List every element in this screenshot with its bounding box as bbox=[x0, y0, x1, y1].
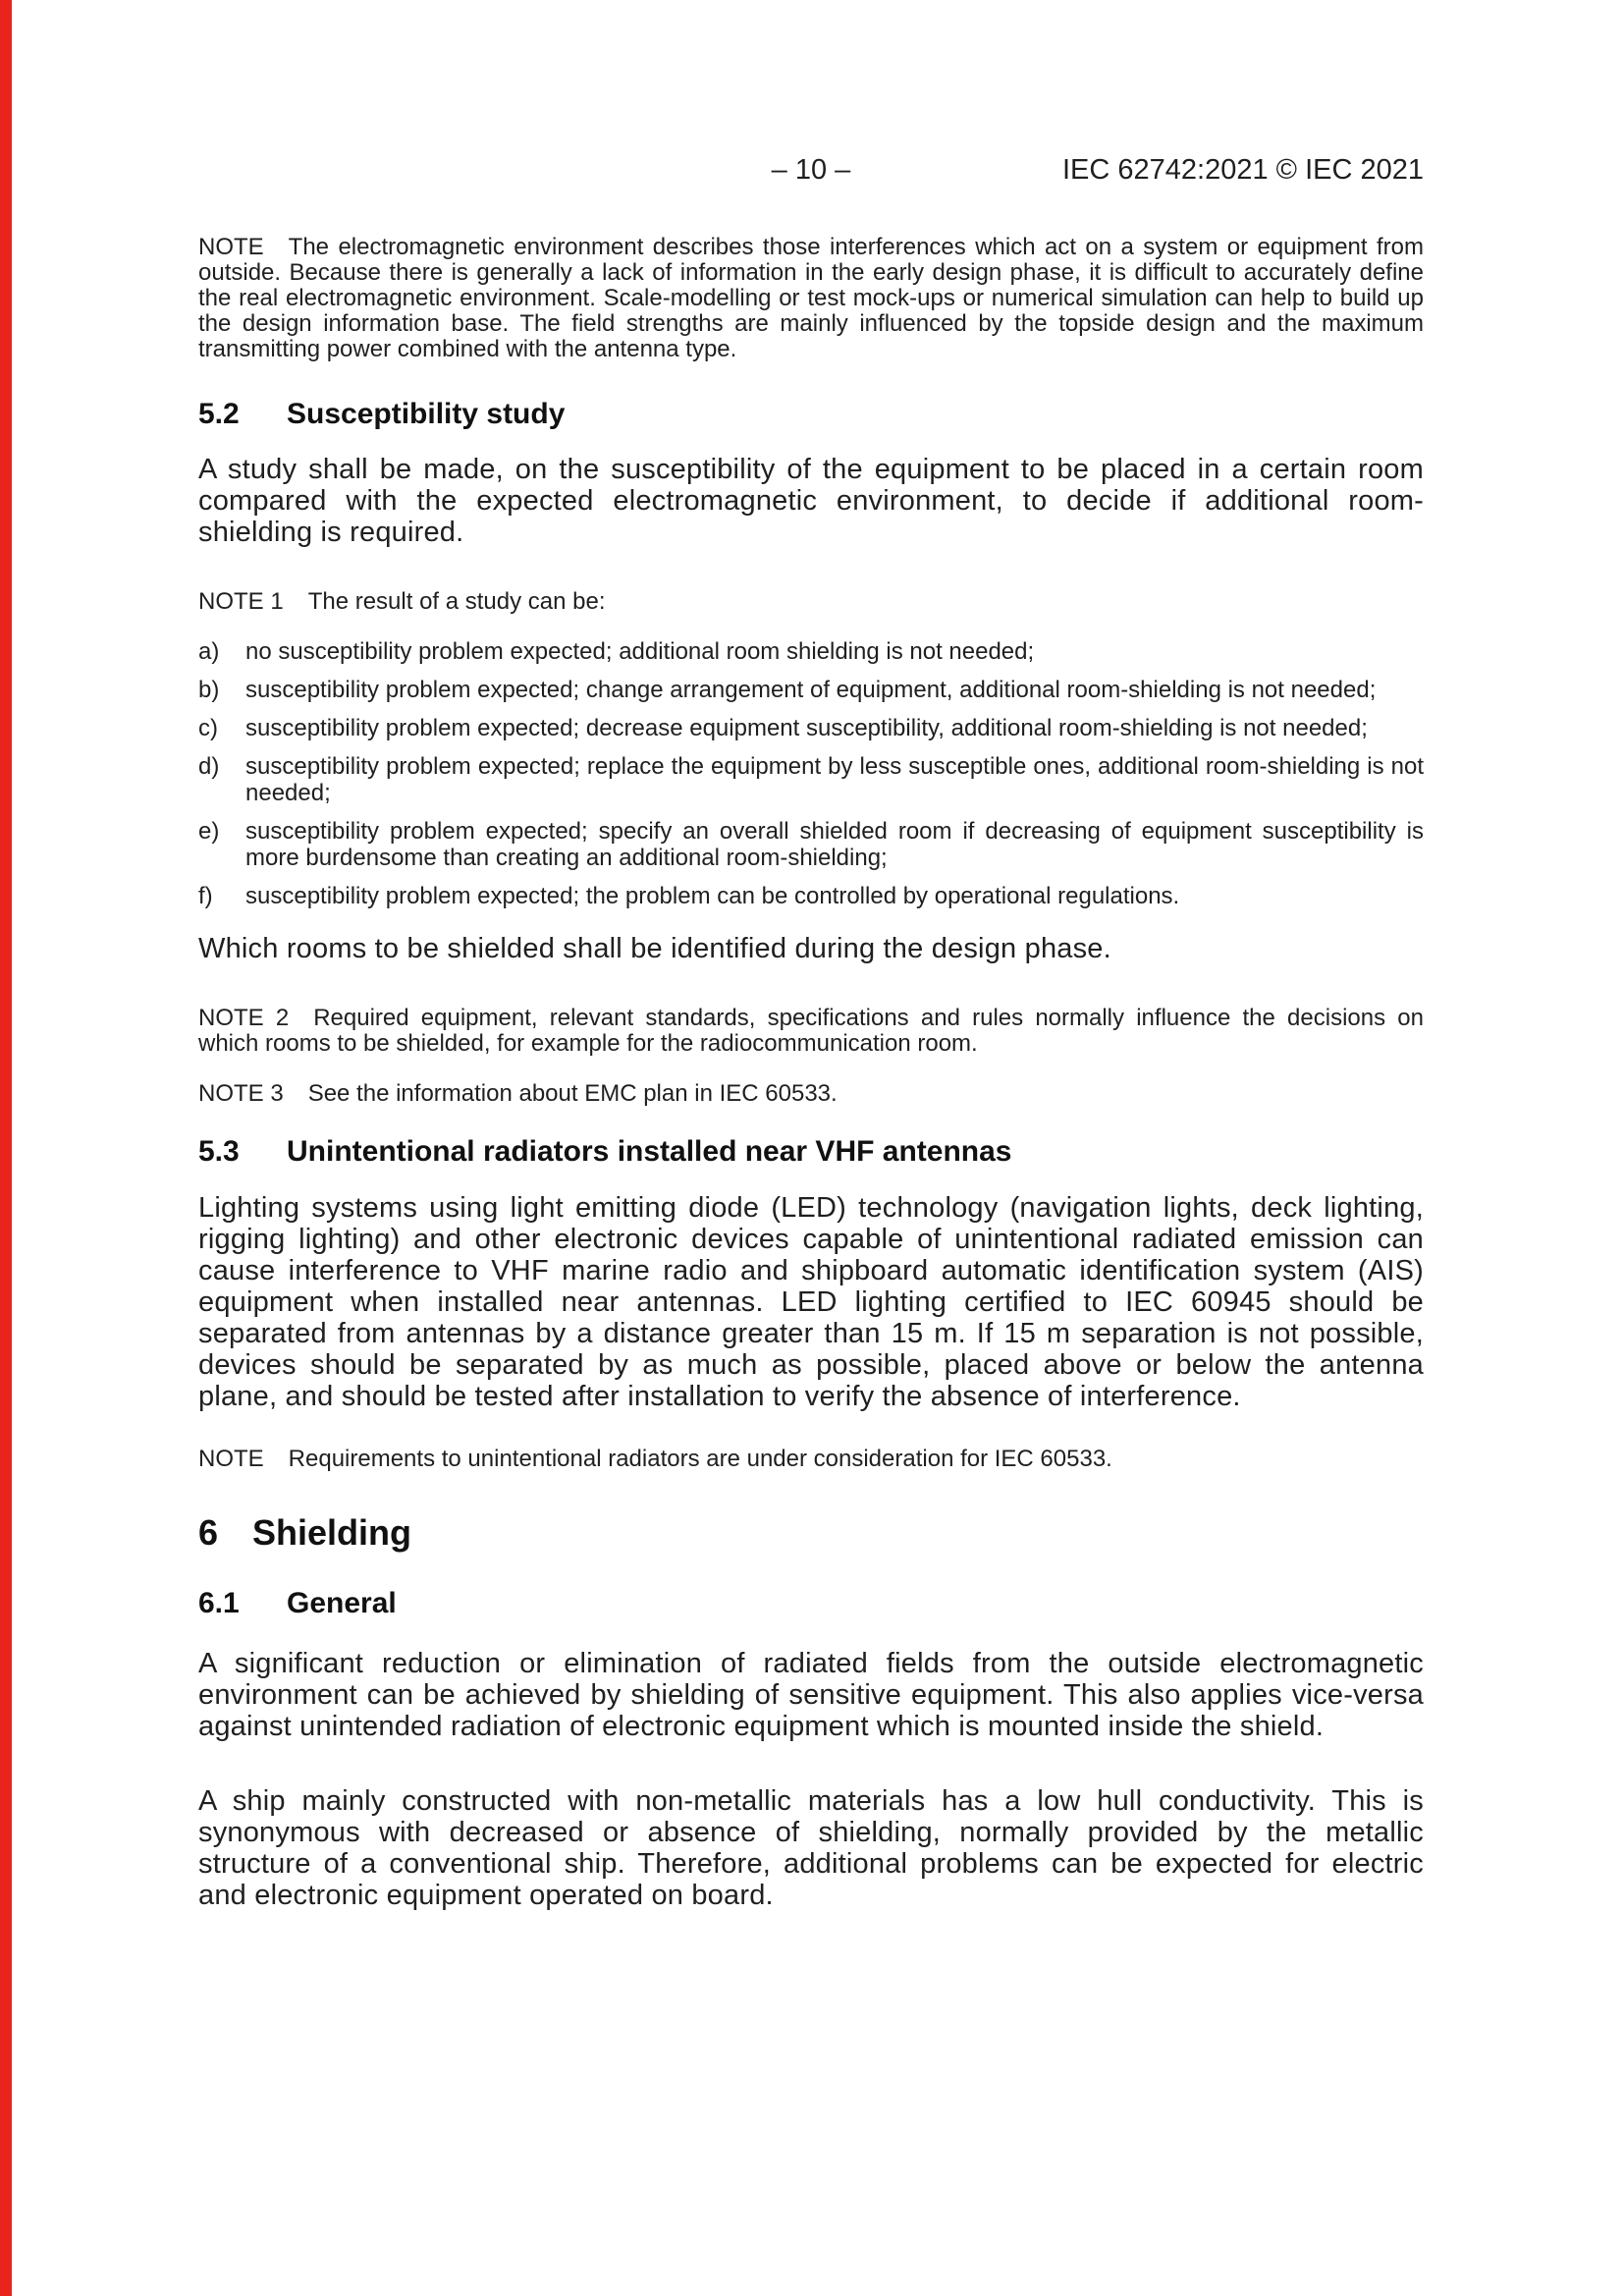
list-item bbox=[198, 677, 1424, 703]
body-paragraph: Lighting systems using light emitting diode (LED) technology (navigation lights, deck lighting, rigging lighting) and other electronic devices capable of unintentional radiated emission can cause interference to VHF marine radio and shipboard automatic identification system (AIS) equipment when installed near antennas. LED lighting certified to IEC 60945 should be separated from antennas by a distance greater than 15 m. If 15 m separation is not possible, devices should be separated by as much as possible, placed above or below the antenna plane, and should be tested after installation to verify the absence of interference. bbox=[198, 1192, 1424, 1412]
note-text: See the information about EMC plan in IEC 60533. bbox=[307, 1080, 838, 1107]
section-heading-5-3 bbox=[198, 1135, 1424, 1168]
document-reference: IEC 62742:2021 © IEC 2021 bbox=[1061, 154, 1424, 186]
note-label: NOTE bbox=[198, 234, 264, 260]
section-title: General bbox=[287, 1587, 397, 1619]
list-item bbox=[198, 753, 1424, 806]
section-number: 5.2 bbox=[198, 398, 240, 430]
note-paragraph bbox=[198, 1006, 1424, 1057]
note-paragraph bbox=[198, 1447, 1424, 1472]
note-label: NOTE 2 bbox=[198, 1005, 290, 1031]
body-paragraph: A study shall be made, on the susceptibility of the equipment to be placed in a certain room compared with the expected electromagnetic environment, to decide if additional room-shielding is required. bbox=[198, 454, 1424, 548]
body-paragraph: A ship mainly constructed with non-metallic materials has a low hull conductivity. This is synonymous with decreased or absence of shielding, normally provided by the metallic structure of a conventional ship. Therefore, additional problems can be expected for electric and electronic equipment operated on board. bbox=[198, 1785, 1424, 1911]
body-paragraph: Which rooms to be shielded shall be identified during the design phase. bbox=[198, 933, 1111, 964]
clause-number: 6 bbox=[198, 1512, 219, 1553]
lettered-list bbox=[198, 638, 1424, 909]
list-item bbox=[198, 638, 1424, 665]
list-item-label: e) bbox=[198, 818, 220, 845]
list-item-label: d) bbox=[198, 753, 220, 780]
list-item-label: f) bbox=[198, 883, 213, 909]
body-paragraph: A significant reduction or elimination of radiated fields from the outside electromagnetic environment can be achieved by shielding of sensitive equipment. This also applies vice-versa against unintended radiation of electronic equipment which is mounted inside the shield. bbox=[198, 1648, 1424, 1742]
list-item-label: b) bbox=[198, 677, 220, 703]
list-item bbox=[198, 883, 1424, 909]
section-heading-6-1 bbox=[198, 1587, 1424, 1619]
note-paragraph bbox=[198, 1081, 1424, 1107]
note-text: The result of a study can be: bbox=[307, 588, 606, 615]
clause-heading-6 bbox=[198, 1513, 1424, 1553]
section-title: Unintentional radiators installed near VHF antennas bbox=[287, 1135, 1012, 1168]
section-title: Susceptibility study bbox=[287, 398, 566, 430]
section-number: 5.3 bbox=[198, 1135, 240, 1168]
clause-title: Shielding bbox=[252, 1512, 411, 1553]
page-content bbox=[198, 0, 1424, 1940]
list-item-text: susceptibility problem expected; the problem can be controlled by operational regulations. bbox=[245, 883, 1180, 909]
note-text: Requirements to unintentional radiators are under consideration for IEC 60533. bbox=[288, 1446, 1112, 1472]
note-label: NOTE bbox=[198, 1446, 264, 1472]
note-label: NOTE 3 bbox=[198, 1080, 284, 1107]
list-item-text: susceptibility problem expected; replace the equipment by less susceptible ones, additional room-shielding is not needed; bbox=[245, 753, 1424, 806]
page-number: – 10 – bbox=[771, 154, 851, 186]
section-number: 6.1 bbox=[198, 1587, 240, 1619]
section-heading-5-2 bbox=[198, 398, 1424, 430]
list-item-text: susceptibility problem expected; change arrangement of equipment, additional room-shielding is not needed; bbox=[245, 677, 1377, 703]
list-item bbox=[198, 715, 1424, 741]
note-text: The electromagnetic environment describes those interferences which act on a system or equipment from outside. Because there is generally a lack of information in the early design phase, it is difficult to accurately define the real electromagnetic environment. Scale-modelling or test mock-ups or numerical simulation can help to build up the design information base. The field strengths are mainly influenced by the topside design and the maximum transmitting power combined with the antenna type. bbox=[198, 234, 1424, 362]
note-label: NOTE 1 bbox=[198, 588, 284, 615]
margin-accent-bar bbox=[0, 0, 12, 2296]
list-item-label: a) bbox=[198, 638, 220, 665]
list-item-text: no susceptibility problem expected; additional room shielding is not needed; bbox=[245, 638, 1035, 665]
note-text: Required equipment, relevant standards, specifications and rules normally influence the decisions on which rooms to be shielded, for example for the radiocommunication room. bbox=[198, 1005, 1424, 1057]
page-header bbox=[198, 155, 1424, 186]
list-item-label: c) bbox=[198, 715, 218, 741]
list-item bbox=[198, 818, 1424, 871]
note-paragraph bbox=[198, 235, 1424, 362]
note-paragraph bbox=[198, 589, 1424, 615]
list-item-text: susceptibility problem expected; specify an overall shielded room if decreasing of equipment susceptibility is more burdensome than creating an additional room-shielding; bbox=[245, 818, 1424, 871]
list-item-text: susceptibility problem expected; decrease equipment susceptibility, additional room-shielding is not needed; bbox=[245, 715, 1368, 741]
